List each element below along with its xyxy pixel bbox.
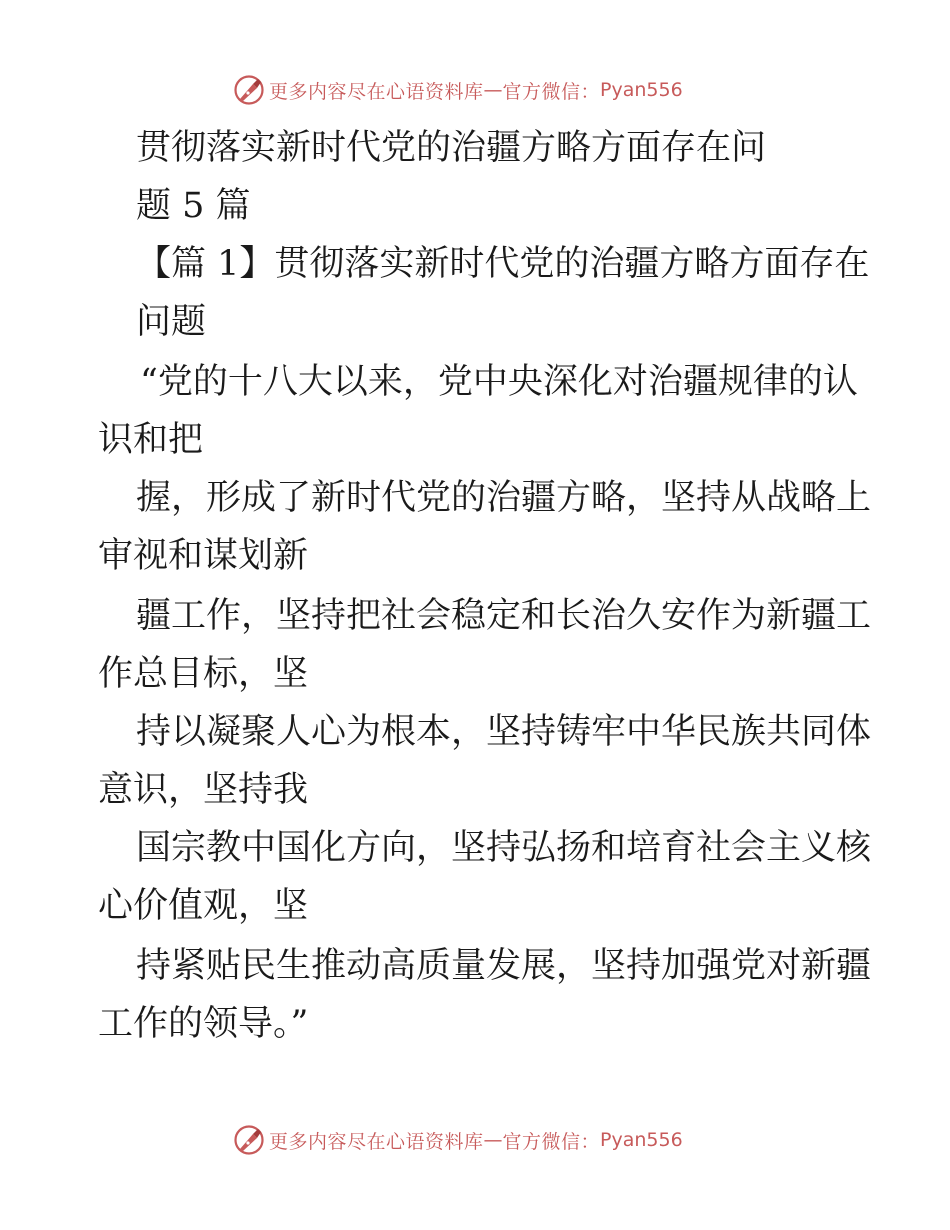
document-title-line-1: 贯彻落实新时代党的治疆方略方面存在问 <box>136 128 767 168</box>
body-line: 握，形成了新时代党的治疆方略，坚持从战略上 <box>136 478 872 518</box>
watermark-wechat-handle: Pyan556 <box>600 1129 683 1151</box>
watermark-wechat-label: 官方微信： <box>502 1130 601 1153</box>
watermark-site-text: 更多内容尽在心语资料库 <box>269 1130 484 1153</box>
section-heading-line-2: 问题 <box>136 302 207 342</box>
watermark-separator: — <box>483 79 503 101</box>
watermark-header <box>233 73 683 107</box>
body-line: 意识，坚持我 <box>98 770 309 810</box>
pen-nib-logo-icon <box>233 1124 265 1156</box>
body-line: 审视和谋划新 <box>98 536 309 576</box>
watermark-wechat-handle: Pyan556 <box>600 79 683 101</box>
body-line: “党的十八大以来，党中央深化对治疆规律的认 <box>140 362 858 402</box>
pen-nib-logo-icon <box>233 74 265 106</box>
body-line: 识和把 <box>98 420 204 460</box>
body-line: 疆工作，坚持把社会稳定和长治久安作为新疆工 <box>136 596 872 636</box>
body-line: 心价值观，坚 <box>98 886 309 926</box>
section-heading-line-1: 【篇 1】贯彻落实新时代党的治疆方略方面存在 <box>136 244 870 284</box>
body-line: 工作的领导。” <box>98 1004 309 1044</box>
watermark-separator: — <box>483 1129 503 1151</box>
watermark-footer <box>233 1123 683 1157</box>
body-line: 持紧贴民生推动高质量发展，坚持加强党对新疆 <box>136 946 872 986</box>
watermark-site-text: 更多内容尽在心语资料库 <box>269 80 484 103</box>
document-title-line-2: 题 5 篇 <box>136 186 251 226</box>
body-line: 国宗教中国化方向，坚持弘扬和培育社会主义核 <box>136 828 872 868</box>
watermark-wechat-label: 官方微信： <box>502 80 601 103</box>
body-line: 作总目标，坚 <box>98 654 309 694</box>
body-line: 持以凝聚人心为根本，坚持铸牢中华民族共同体 <box>136 712 872 752</box>
